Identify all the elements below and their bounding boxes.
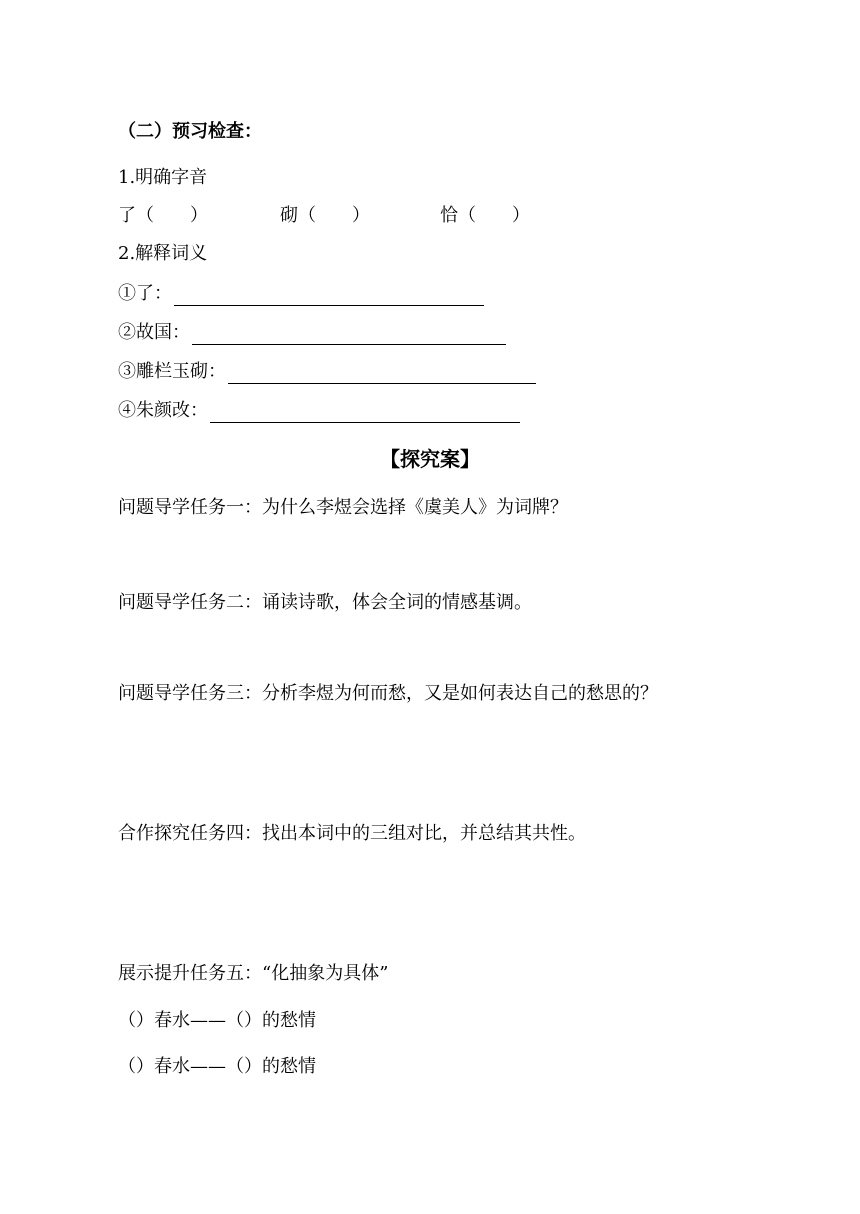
definition-item-1 xyxy=(118,282,484,306)
task-4: 合作探究任务四：找出本词中的三组对比，并总结其共性。 xyxy=(118,823,586,844)
definition-item-3 xyxy=(118,360,536,384)
pronunciation-item-3: 恰（ ） xyxy=(440,205,530,226)
explore-heading: 【探究案】 xyxy=(380,447,480,471)
pronunciation-title: 1.明确字音 xyxy=(118,167,208,188)
definition-label: ③雕栏玉砌： xyxy=(118,361,226,382)
definition-label: ①了： xyxy=(118,283,172,304)
pronunciation-item-2: 砌（ ） xyxy=(280,205,370,226)
task-2: 问题导学任务二：诵读诗歌，体会全词的情感基调。 xyxy=(118,592,532,613)
answer-blank[interactable] xyxy=(210,402,520,423)
fill-line-1: （）春水——（）的愁情 xyxy=(118,1010,316,1031)
task-5: 展示提升任务五：“化抽象为具体” xyxy=(118,963,389,984)
fill-line-2: （）春水——（）的愁情 xyxy=(118,1056,316,1077)
preview-heading: （二）预习检查： xyxy=(118,121,262,142)
definition-label: ④朱颜改： xyxy=(118,400,208,421)
pronunciation-item-1: 了（ ） xyxy=(118,205,208,226)
answer-blank[interactable] xyxy=(174,285,484,306)
definition-title: 2.解释词义 xyxy=(118,243,208,264)
task-3: 问题导学任务三：分析李煜为何而愁，又是如何表达自己的愁思的？ xyxy=(118,683,658,704)
task-1: 问题导学任务一：为什么李煜会选择《虞美人》为词牌？ xyxy=(118,497,568,518)
definition-item-4 xyxy=(118,399,520,423)
answer-blank[interactable] xyxy=(192,324,506,345)
definition-label: ②故国： xyxy=(118,322,190,343)
answer-blank[interactable] xyxy=(228,363,536,384)
definition-item-2 xyxy=(118,321,506,345)
